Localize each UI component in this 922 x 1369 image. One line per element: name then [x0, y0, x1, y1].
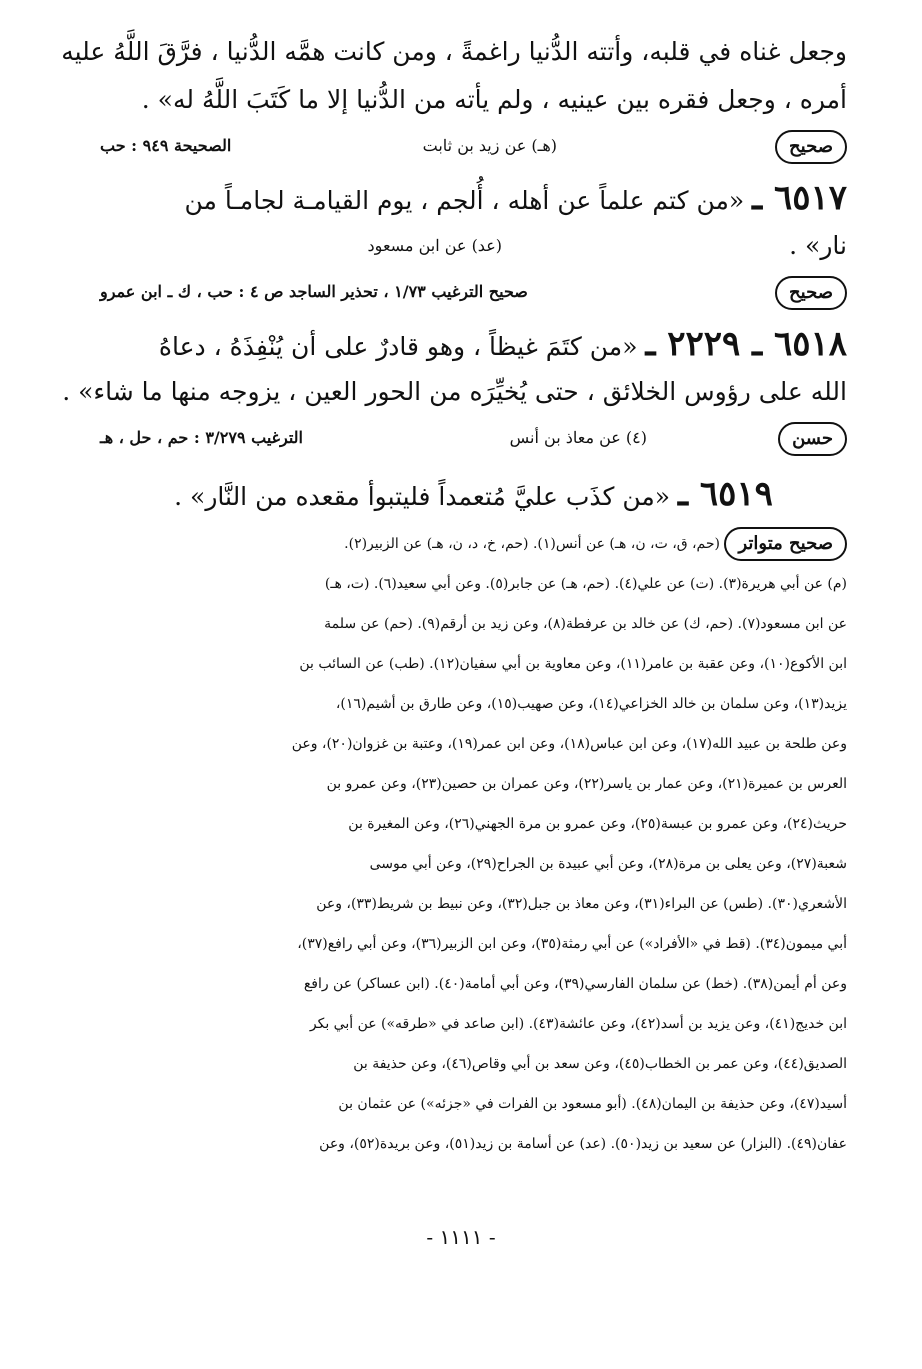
takhrij-line: يزيد(١٣)، وعن سلمان بن خالد الخزاعي(١٤)، وعن صهيب(١٥)، وعن طارق بن أشيم(١٦)، — [335, 696, 847, 712]
page-body — [61, 28, 847, 1369]
takhrij-line: عفان(٤٩). (البزار) عن سعيد بن زيد(٥٠). (عد) عن أسامة بن زيد(٥١)، وعن بريدة(٥٢)، وعن — [319, 1136, 847, 1152]
takhrij-line: عن ابن مسعود(٧). (حم، ك) عن خالد بن عرفطة(٨)، وعن زيد بن أرقم(٩). (حم) عن سلمة — [324, 616, 847, 632]
source: (هـ) عن زيد بن ثابت — [422, 136, 557, 155]
takhrij-line: أسيد(٤٧)، وعن حذيفة بن اليمان(٤٨). (أبو مسعود بن الفرات في «جزئه») عن عثمان بن — [338, 1096, 847, 1112]
takhrij-line: صحيح متواتر (حم، ق، ت، ن، هـ) عن أنس(١). (حم، خ، د، ن، هـ) عن الزبير(٢). — [100, 524, 847, 564]
hadith-6517-meta — [100, 270, 847, 314]
hadith-text: «من كتَمَ غيظاً ، وهو قادرٌ على أن يُنْفِذَهُ ، دعاهُ — [158, 332, 638, 361]
takhrij-line: الصديق(٤٤)، وعن عمر بن الخطاب(٤٥)، وعن سعد بن أبي وقاص(٤٦)، وعن حذيفة بن — [353, 1056, 847, 1072]
hadith-text: «من كتم علماً عن أهله ، أُلجم ، يوم القيامـة لجامـاً من — [184, 186, 745, 215]
hadith-6516-text-line-1: وجعل غناه في قلبه، وأتته الدُّنيا راغمةً ، ومن كانت همَّه الدُّنيا ، فرَّقَ اللَّهُ عليه — [61, 37, 847, 66]
grade-badge: حسن — [778, 416, 847, 460]
hadith-6516-meta — [100, 124, 847, 168]
grade-badge: صحيح — [775, 270, 847, 314]
takhrij-line: ابن الأكوع(١٠)، وعن عقبة بن عامر(١١)، وعن معاوية بن أبي سفيان(١٢). (طب) عن السائب بن — [299, 656, 847, 672]
takhrij-line: وعن طلحة بن عبيد الله(١٧)، وعن ابن عباس(١٨)، وعن ابن عمر(١٩)، وعتبة بن غزوان(٢٠)، وعن — [291, 736, 847, 752]
takhrij-line: ابن خديج(٤١)، وعن يزيد بن أسد(٤٢)، وعن عائشة(٤٣). (ابن صاعد في «طرقه») عن أبي بكر — [309, 1016, 847, 1032]
hadith-6518-line-1 — [100, 320, 847, 368]
hadith-number: ٦٥١٧ ـ — [752, 178, 847, 218]
page-number: - ١١١١ - — [426, 1225, 496, 1249]
takhrij-line: أبي ميمون(٣٤). (قط في «الأفراد») عن أبي رمثة(٣٥)، وعن ابن الزبير(٣٦)، وعن أبي رافع(٣٧)، — [297, 936, 847, 952]
refs: الترغيب ٣/٢٧٩ : حم ، حل ، هـ — [100, 428, 303, 447]
hadith-6519-line — [100, 470, 847, 518]
hadith-number: ٦٥١٩ ـ — [678, 474, 773, 514]
hadith-6518-line-2: الله على رؤوس الخلائق ، حتى يُخيِّرَه من الحور العين ، يزوجه منها ما شاء» . — [62, 377, 847, 406]
hadith-text: نار» . — [789, 231, 847, 260]
hadith-6518-meta — [100, 416, 847, 460]
takhrij-block — [100, 524, 847, 1164]
hadith-text: «من كذَب عليَّ مُتعمداً فليتبوأ مقعده من النَّار» . — [174, 482, 671, 511]
hadith-number: ٦٥١٨ ـ ٢٢٢٩ ـ — [645, 324, 847, 364]
takhrij-line: حريث(٢٤)، وعن عمرو بن عبسة(٢٥)، وعن عمرو بن مرة الجهني(٢٦)، وعن المغيرة بن — [348, 816, 847, 832]
takhrij-line: الأشعري(٣٠). (طس) عن البراء(٣١)، وعن معاذ بن جبل(٣٢)، وعن نبيط بن شريط(٣٣)، وعن — [316, 896, 847, 912]
hadith-6517-line-1 — [100, 174, 847, 222]
source: (٤) عن معاذ بن أنس — [509, 428, 647, 447]
takhrij-line: شعبة(٢٧)، وعن يعلى بن مرة(٢٨)، وعن أبي عبيدة بن الجراح(٢٩)، وعن أبي موسى — [369, 856, 847, 872]
takhrij-line: (م) عن أبي هريرة(٣). (ت) عن علي(٤). (حم، هـ) عن جابر(٥). وعن أبي سعيد(٦). (ت، هـ) — [324, 576, 847, 592]
takhrij-line: العرس بن عميرة(٢١)، وعن عمار بن ياسر(٢٢)، وعن عمران بن حصين(٢٣)، وعن عمرو بن — [326, 776, 847, 792]
refs: الصحيحة ٩٤٩ : حب — [100, 136, 232, 155]
source: (عد) عن ابن مسعود — [367, 236, 502, 255]
grade-badge: صحيح متواتر — [724, 527, 847, 561]
takhrij-line: وعن أم أيمن(٣٨). (خط) عن سلمان الفارسي(٣٩)، وعن أبي أمامة(٤٠). (ابن عساكر) عن رافع — [303, 976, 847, 992]
hadith-6517-line-2 — [100, 222, 847, 270]
refs: صحيح الترغيب ١/٧٣ ، تحذير الساجد ص ٤ : حب ، ك ـ ابن عمرو — [100, 282, 528, 301]
hadith-6516-text-line-2: أمره ، وجعل فقره بين عينيه ، ولم يأته من الدُّنيا إلا ما كَتَبَ اللَّهُ له» . — [141, 85, 847, 114]
grade-badge: صحيح — [775, 124, 847, 168]
